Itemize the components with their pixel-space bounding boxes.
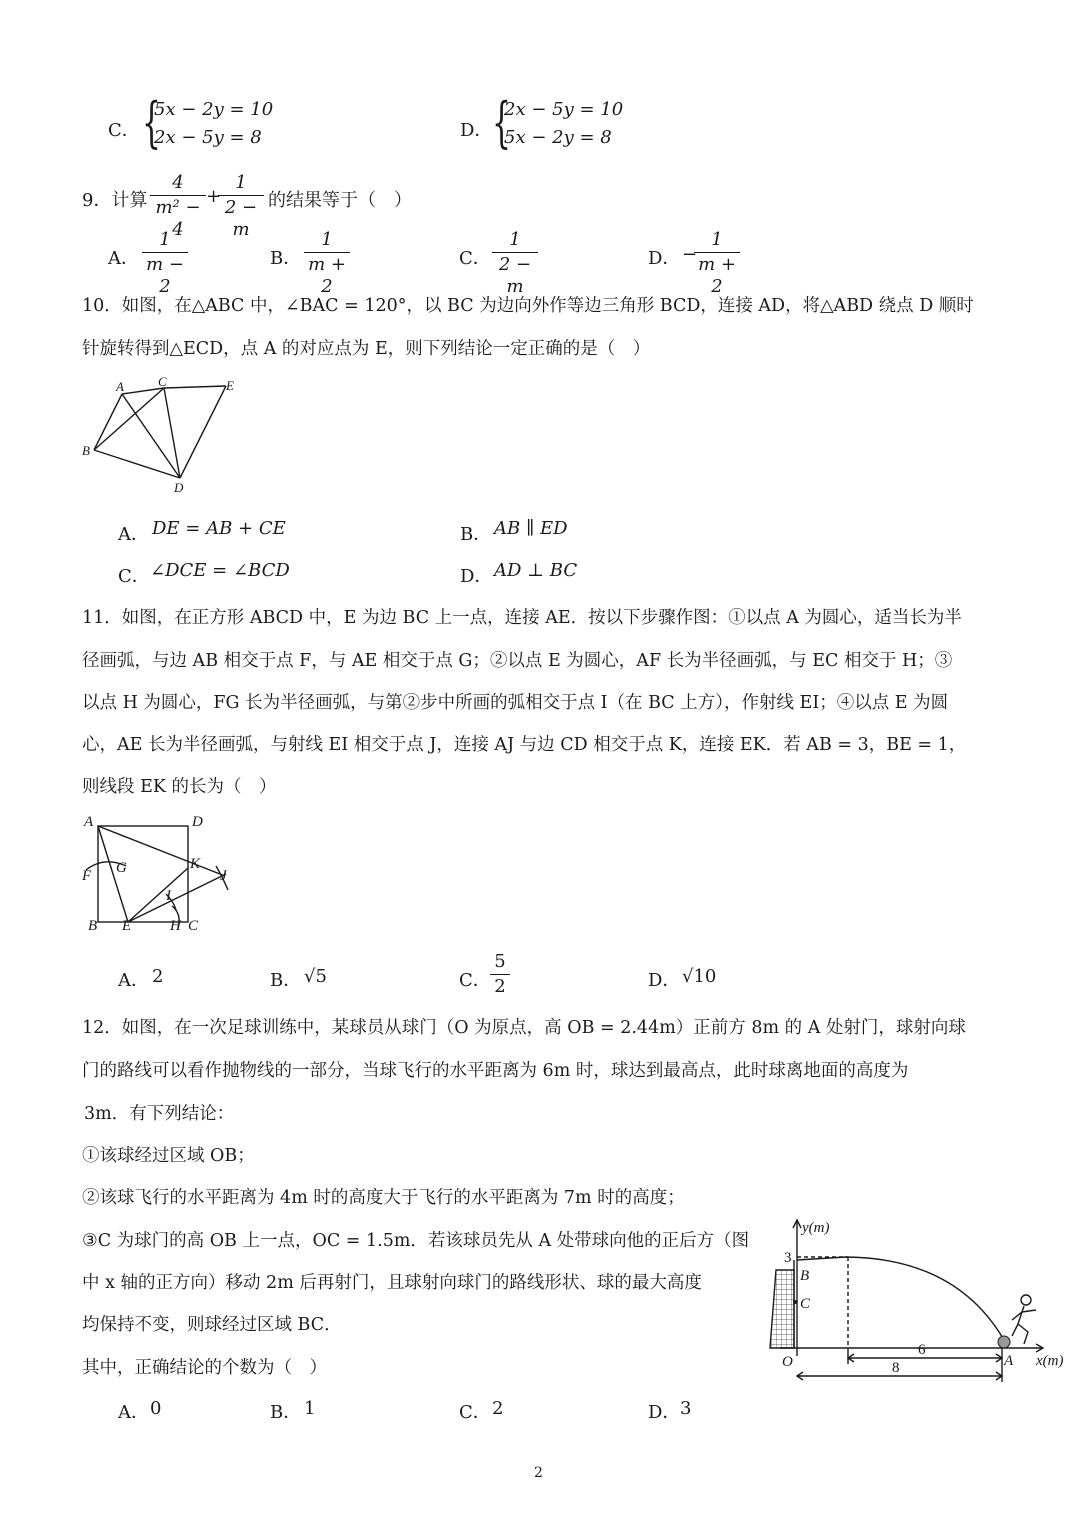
q12-option-b-label: B．	[270, 1402, 302, 1423]
q11-label-d: D	[192, 814, 203, 830]
q11-figure	[80, 810, 250, 940]
q9-fraction-2	[218, 172, 264, 241]
q12-text-line8: 均保持不变，则球经过区域 BC．	[82, 1315, 342, 1335]
q10-text-line1: 10．如图，在△ABC 中，∠BAC = 120°，以 BC 为边向外作等边三角形 BCD，连接 AD，将△ABD 绕点 D 顺时	[82, 296, 974, 316]
q9-option-a-den: m − 2	[146, 254, 184, 297]
q9-option-b-label: B．	[270, 248, 302, 269]
q11-ray-ei	[128, 874, 226, 922]
q9-prefix: 9．计算	[82, 190, 148, 211]
q8-option-d-brace: {	[492, 91, 511, 154]
q12-text-line4: ①该球经过区域 OB；	[82, 1146, 255, 1166]
q10-option-c-label: C．	[118, 566, 150, 587]
q11-label-b: B	[88, 918, 98, 934]
q9-option-a-bar	[142, 252, 188, 253]
q12-text-line1: 12．如图，在一次足球训练中，某球员从球门（O 为原点，高 OB = 2.44m）正前方 8m 的 A 处射门，球射向球	[82, 1018, 966, 1038]
q10-figure	[80, 374, 240, 498]
q9-frac1-bar	[150, 195, 206, 196]
q12-option-a-text: 0	[150, 1398, 162, 1419]
q12-y-axis-label: y(m)	[802, 1220, 830, 1236]
q12-option-c-text: 2	[492, 1398, 504, 1419]
q9-option-d-den: m + 2	[698, 254, 736, 297]
q11-option-d-label: D．	[648, 970, 681, 991]
q12-tick-3: 3	[784, 1250, 792, 1266]
q9-option-b-num: 1	[321, 229, 333, 250]
q11-option-c-label: C．	[459, 970, 491, 991]
q11-option-a-text: 2	[152, 966, 164, 987]
q11-option-d-text: √10	[682, 966, 717, 987]
q10-edge-ab	[94, 394, 122, 450]
q12-figure	[756, 1214, 1076, 1386]
q9-option-d-sign: −	[682, 244, 698, 265]
q11-label-k: K	[190, 856, 201, 872]
q11-text-line4: 心，AE 长为半径画弧，与射线 EI 相交于点 J，连接 AJ 与边 CD 相交于点 K，连接 EK．若 AB = 3，BE = 1，	[82, 735, 967, 755]
q11-text-line3: 以点 H 为圆心，FG 长为半径画弧，与第②步中所画的弧相交于点 I（在 BC 上方），作射线 EI；④以点 E 为圆	[82, 693, 949, 713]
q10-label-c: C	[158, 374, 167, 389]
q12-player-head	[1021, 1295, 1031, 1305]
q12-text-line3: 3m．有下列结论：	[84, 1104, 235, 1124]
q12-label-a: A	[1004, 1353, 1014, 1369]
q9-frac1-num: 4	[172, 172, 184, 193]
q12-text-line9: 其中，正确结论的个数为（ ）	[82, 1358, 327, 1378]
q8-option-c-eq1: 5x − 2y = 10	[154, 99, 274, 120]
q8-option-d-label: D．	[460, 120, 493, 141]
q11-option-c-num: 5	[494, 951, 506, 972]
page-number: 2	[534, 1465, 543, 1481]
q11-label-i: I	[166, 888, 171, 904]
q9-plus: +	[206, 186, 222, 207]
q10-edge-ed	[180, 386, 226, 478]
q9-option-c-label: C．	[459, 248, 491, 269]
q9-frac2-bar	[218, 195, 264, 196]
q12-player-body	[1012, 1306, 1036, 1344]
q10-edge-cd	[164, 388, 180, 478]
q12-option-b-text: 1	[304, 1398, 316, 1419]
q9-option-d-label: D．	[648, 248, 681, 269]
q10-option-b-label: B．	[460, 524, 492, 545]
q11-label-h: H	[170, 918, 181, 934]
q9-option-a-num: 1	[159, 229, 171, 250]
q10-label-a: A	[116, 379, 124, 394]
q9-option-b-frac	[304, 229, 350, 298]
q9-frac2-num: 1	[235, 172, 247, 193]
q8-option-c-label: C．	[108, 120, 140, 141]
q10-option-c-text: ∠DCE = ∠BCD	[150, 560, 290, 581]
q9-option-c-num: 1	[509, 229, 521, 250]
q9-option-c-bar	[492, 252, 538, 253]
q10-text-line2: 针旋转得到△ECD，点 A 的对应点为 E，则下列结论一定正确的是（ ）	[82, 339, 651, 359]
q9-option-b-bar	[304, 252, 350, 253]
q12-text-line2: 门的路线可以看作抛物线的一部分，当球飞行的水平距离为 6m 时，球达到最高点，此时球离地面的高度为	[82, 1061, 909, 1081]
q11-text-line2: 径画弧，与边 AB 相交于点 F，与 AE 相交于点 G；②以点 E 为圆心，AF 长为半径画弧，与 EC 相交于 H；③	[82, 651, 953, 671]
q9-option-a-label: A．	[108, 248, 139, 269]
q10-option-b-text: AB ∥ ED	[494, 518, 568, 539]
q10-label-d: D	[174, 480, 184, 495]
q8-option-d-eq1: 2x − 5y = 10	[504, 99, 624, 120]
q11-text-line1: 11．如图，在正方形 ABCD 中，E 为边 BC 上一点，连接 AE．按以下步骤作图：①以点 A 为圆心，适当长为半	[82, 608, 962, 628]
q10-edge-bd	[94, 450, 180, 478]
q10-option-a-label: A．	[118, 524, 149, 545]
q11-option-c-frac	[490, 951, 510, 998]
q12-text-line7: 中 x 轴的正方向）移动 2m 后再射门，且球射向球门的路线形状、球的最大高度	[82, 1273, 702, 1293]
q12-label-o: O	[782, 1354, 793, 1370]
q12-text-line5: ②该球飞行的水平距离为 4m 时的高度大于飞行的水平距离为 7m 时的高度；	[82, 1188, 685, 1208]
q11-label-c: C	[188, 918, 199, 934]
q9-frac1-den: m² − 4	[155, 197, 201, 240]
q12-goal-net	[770, 1270, 794, 1348]
q12-option-a-label: A．	[118, 1402, 149, 1423]
q12-option-c-label: C．	[459, 1402, 491, 1423]
q12-label-c: C	[800, 1296, 811, 1312]
q11-text-line5: 则线段 EK 的长为（ ）	[82, 777, 277, 797]
q9-option-d-frac	[694, 229, 740, 298]
q9-option-c-den: 2 − m	[498, 254, 532, 297]
q11-label-a: A	[84, 814, 94, 830]
q12-x-axis-label: x(m)	[1036, 1353, 1064, 1369]
q9-frac2-den: 2 − m	[224, 197, 258, 240]
q9-option-a-frac	[142, 229, 188, 298]
q9-option-b-den: m + 2	[308, 254, 346, 297]
q12-text-line6: ③C 为球门的高 OB 上一点，OC = 1.5m．若该球员先从 A 处带球向他的正后方（图	[82, 1231, 750, 1251]
q11-option-c-den: 2	[494, 976, 506, 997]
q10-option-a-text: DE = AB + CE	[152, 518, 286, 539]
q9-option-c-frac	[492, 229, 538, 298]
q12-point-c	[793, 1300, 797, 1304]
q12-ball-trajectory	[797, 1257, 1004, 1340]
q8-option-c-brace: {	[142, 91, 161, 154]
q11-segment-ek	[128, 868, 188, 922]
q12-dim-eight-label: 8	[892, 1360, 900, 1376]
q10-edge-ce	[164, 386, 226, 388]
q10-option-d-text: AD ⊥ BC	[494, 560, 578, 581]
q12-label-b: B	[800, 1268, 810, 1284]
q11-label-j: J	[220, 868, 227, 884]
q11-label-f: F	[82, 868, 92, 884]
q8-option-c-eq2: 2x − 5y = 8	[154, 127, 262, 148]
q10-edge-ad	[122, 394, 180, 478]
q11-label-e: E	[122, 918, 132, 934]
q9-suffix: 的结果等于（ ）	[268, 190, 412, 211]
q11-option-b-label: B．	[270, 970, 302, 991]
q12-ball	[998, 1336, 1010, 1348]
q11-option-a-label: A．	[118, 970, 149, 991]
q10-option-d-label: D．	[460, 566, 493, 587]
q12-option-d-label: D．	[648, 1402, 681, 1423]
q12-option-d-text: 3	[680, 1398, 692, 1419]
q9-option-d-bar	[694, 252, 740, 253]
q11-label-g: G	[116, 860, 127, 876]
q10-label-b: B	[82, 443, 90, 458]
q11-option-b-text: √5	[304, 966, 327, 987]
q10-label-e: E	[226, 378, 234, 393]
q9-option-d-num: 1	[711, 229, 723, 250]
q12-dim-six-label: 6	[918, 1342, 926, 1358]
q8-option-d-eq2: 5x − 2y = 8	[504, 127, 612, 148]
q11-option-c-bar	[490, 974, 510, 975]
